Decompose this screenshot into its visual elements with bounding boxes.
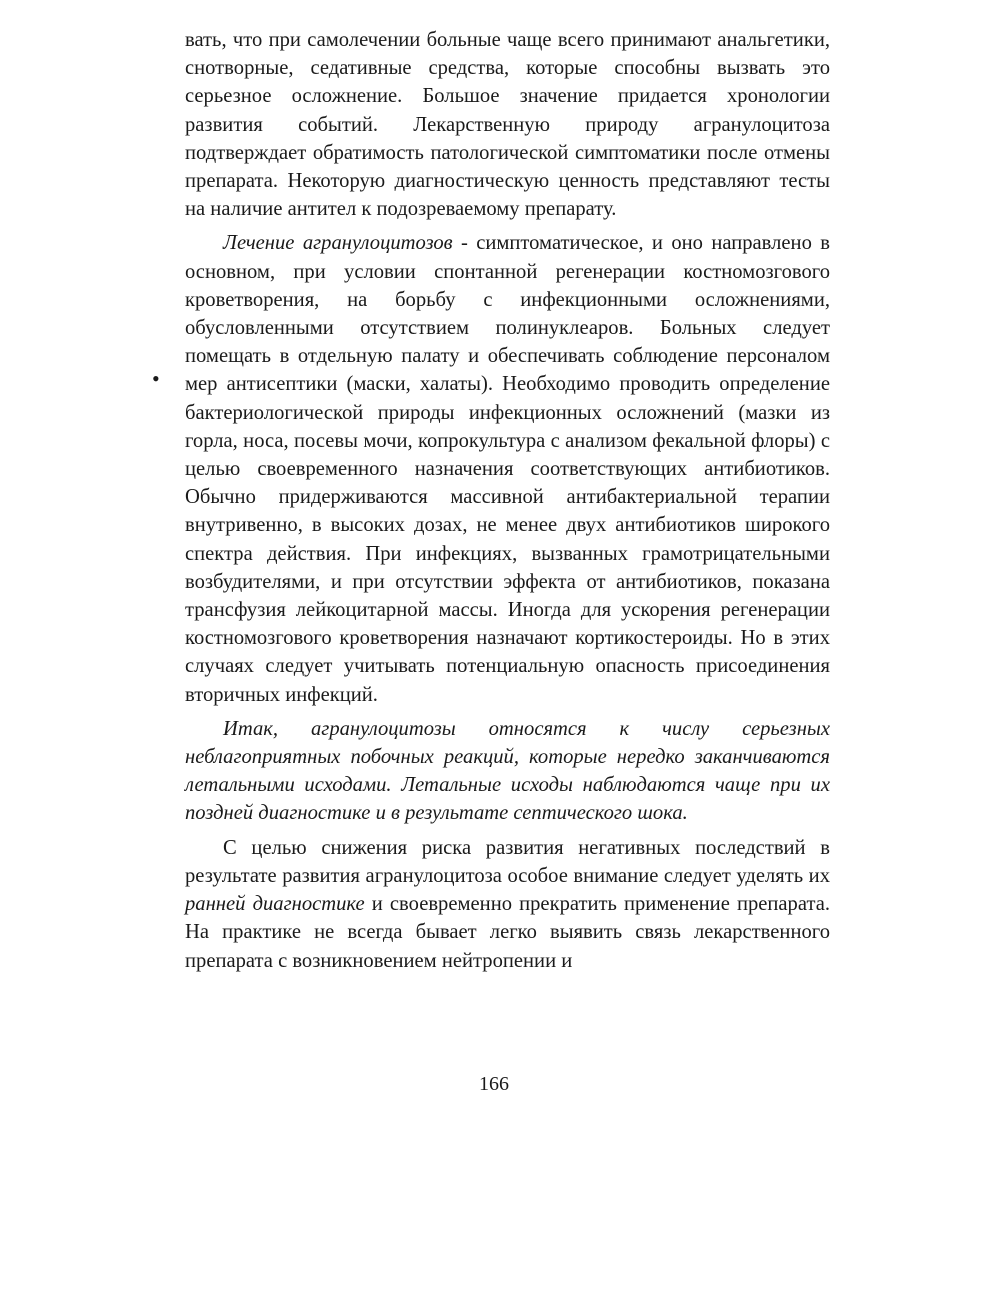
prevention-text-start: С целью снижения риска развития негативных последствий в результате развития агранулоцитоза особое внимание следует уделять их bbox=[185, 836, 830, 887]
page-body bbox=[185, 26, 830, 975]
treatment-text: - симптоматическое, и оно направлено в основном, при условии спонтанной регенерации костномозгового кроветворения, на борьбу с инфекционными осложнениями, обусловленными отсутствием полинуклеаров. Больных следует помещать в отдельную палату и обеспечивать соблюдение персоналом мер антисептики (маски, халаты). Необходимо проводить определение бактериологической природы инфекционных осложнений (мазки из горла, носа, посевы мочи, копрокультура с анализом фекальной флоры) с целью своевременного назначения соответствующих антибиотиков. Обычно придерживаются массивной антибактериальной терапии внутривенно, в высоких дозах, не менее двух антибиотиков широкого спектра действия. При инфекциях, вызванных грамотрицательными возбудителями, и при отсутствии эффекта от антибиотиков, показана трансфузия лейкоцитарной массы. Иногда для ускорения регенерации костномозгового кроветворения назначают кортикостероиды. Но в этих случаях следует учитывать потенциальную опасность присоединения вторичных инфекций. bbox=[185, 232, 830, 706]
prevention-text-end: и своевременно прекратить применение препарата. На практике не всегда бывает легко выявить связь лекарственного препарата с возникновением нейтропении и bbox=[185, 893, 831, 972]
paragraph-summary: Итак, агранулоцитозы относятся к числу серьезных неблагоприятных побочных реакций, которые нередко заканчиваются летальными исходами. Летальные исходы наблюдаются чаще при их поздней диагностике и в результате септического шока. bbox=[185, 717, 830, 825]
early-diagnosis-emphasis: ранней диагностике bbox=[185, 893, 365, 916]
margin-bullet: • bbox=[152, 366, 160, 391]
paragraph-1: вать, что при самолечении больные чаще всего принимают анальгетики, снотворные, седативные средства, которые способны вызвать это серьезное осложнение. Большое значение придается хронологии развития событий. Лекарственную природу агранулоцитоза подтверждает обратимость патологической симптоматики после отмены препарата. Некоторую диагностическую ценность представляют тесты на наличие антител к подозреваемому препарату. bbox=[185, 29, 830, 221]
page-number: 166 bbox=[479, 1073, 509, 1095]
paragraph-treatment bbox=[185, 229, 830, 708]
treatment-heading: Лечение агранулоцитозов bbox=[223, 232, 453, 255]
paragraph-prevention bbox=[185, 834, 830, 975]
